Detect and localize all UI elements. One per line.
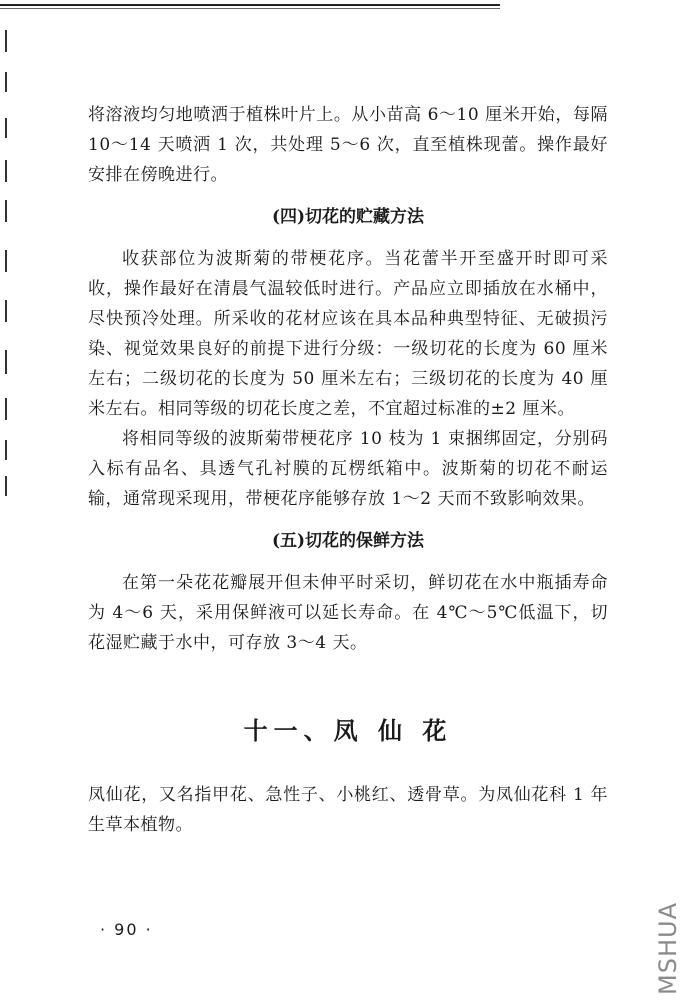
scan-margin-mark (5, 350, 7, 374)
scan-margin-mark (5, 72, 7, 92)
scan-margin-mark (5, 200, 7, 222)
page-number: · 90 · (100, 920, 153, 939)
paragraph-packing-transport: 将相同等级的波斯菊带梗花序 10 枝为 1 束捆绑固定，分别码入标有品名、具透气孔衬膜的瓦楞纸箱中。波斯菊的切花不耐运输，通常现采现用，带梗花序能够存放 1～2 天而不致影响效果。 (88, 429, 608, 509)
scan-margin-mark (5, 476, 7, 496)
paragraph-harvest-grading: 收获部位为波斯菊的带梗花序。当花蕾半开至盛开时即可采收，操作最好在清晨气温较低时进行。产品应立即插放在水桶中，尽快预冷处理。所采收的花材应该在具本品种典型特征、无破损污染、视觉效果良好的前提下进行分级：一级切花的长度为 60 厘米左右；二级切花的长度为 50 厘米左右；三级切花的长度为 40 厘米左右。相同等级的切花长度之差，不宜超过标准的±2 厘米。 (88, 249, 608, 419)
scan-margin-mark (5, 300, 7, 322)
scan-margin-mark (5, 118, 7, 138)
top-border-rule-thin (0, 8, 500, 9)
scan-margin-mark (5, 160, 7, 182)
chapter-title: 十一、凤 仙 花 (243, 716, 453, 745)
top-border-rule (0, 4, 500, 6)
page-body (88, 100, 608, 840)
chapter-block (88, 658, 608, 828)
scan-margin-mark (5, 250, 7, 272)
scan-margin-mark (5, 398, 7, 420)
section-heading-preservation: (五)切花的保鲜方法 (271, 531, 425, 551)
paragraph-vase-life: 在第一朵花花瓣展开但未伸平时采切，鲜切花在水中瓶插寿命为 4～6 天，采用保鲜液可以延长寿命。在 4℃～5℃低温下，切花湿贮藏于水中，可存放 3～4 天。 (88, 573, 608, 653)
scan-margin-mark (5, 30, 7, 52)
paragraph-balsam-intro: 凤仙花，又名指甲花、急性子、小桃红、透骨草。为凤仙花科 1 年生草本植物。 (88, 785, 608, 835)
scan-margin-mark (5, 440, 7, 460)
section-heading-storage: (四)切花的贮藏方法 (271, 207, 425, 227)
watermark-text: MSHUA (654, 902, 682, 995)
paragraph-growth-treatment: 将溶液均匀地喷洒于植株叶片上。从小苗高 6～10 厘米开始，每隔 10～14 天喷洒 1 次，共处理 5～6 次，直至植株现蕾。操作最好安排在傍晚进行。 (88, 105, 608, 185)
